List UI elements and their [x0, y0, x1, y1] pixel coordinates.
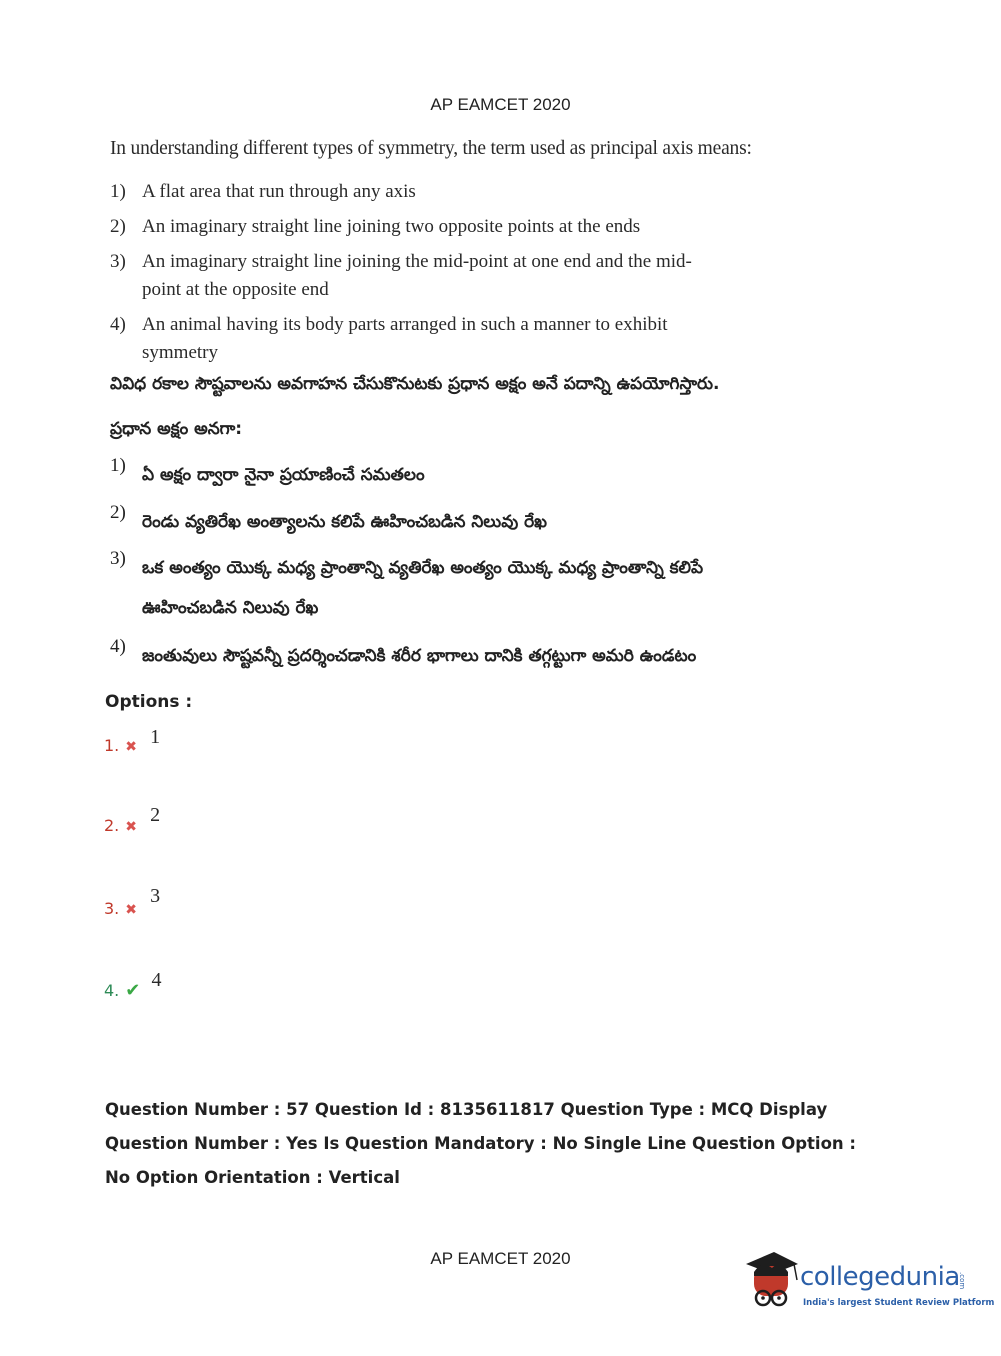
option-en-2 — [110, 213, 722, 241]
cross-icon: ✖ — [125, 902, 137, 918]
option-number: 2) — [110, 502, 126, 523]
option-text: ఏ అక్షం ద్వారా నైనా ప్రయాణించే సమతలం — [142, 465, 425, 485]
option-en-4 — [110, 311, 722, 367]
option-text: ఒక అంత్యం యొక్క మధ్య ప్రాంతాన్ని వ్యతిరేఖ అంత్యం యొక్క మధ్య ప్రాంతాన్ని కలిపే ఊహించబడిన నిలువు రేఖ — [142, 558, 704, 618]
option-number: 2) — [110, 216, 126, 237]
options-label: Options : — [105, 692, 193, 712]
option-te-4 — [110, 636, 742, 676]
page-header-title: AP EAMCET 2020 — [430, 95, 571, 114]
choice-number: 1. — [104, 736, 120, 755]
question-text-telugu-line1: వివిధ రకాల సౌష్టవాలను అవగాహన చేసుకొనుటకు ప్రధాన అక్షం అనే పదాన్ని ఉపయోగిస్తారు. — [110, 374, 720, 394]
option-number: 4) — [110, 636, 126, 657]
option-te-1 — [110, 455, 742, 495]
cross-icon: ✖ — [125, 819, 137, 835]
choice-2 — [104, 804, 161, 837]
option-number: 1) — [110, 455, 126, 476]
option-en-1 — [110, 178, 722, 206]
logo-tagline: India's largest Student Review Platform — [803, 1298, 995, 1308]
option-en-3 — [110, 248, 722, 304]
logo-com-text: .com — [958, 1272, 966, 1290]
logo-brand-text: collegedunia — [800, 1262, 960, 1292]
option-text: జంతువులు సౌష్టవన్నీ ప్రదర్శించడానికి శరీర భాగాలు దానికి తగ్గట్టుగా అమరి ఉండటం — [142, 646, 697, 666]
option-te-3 — [110, 548, 742, 628]
page-footer-title: AP EAMCET 2020 — [430, 1249, 571, 1268]
choice-value: 2 — [150, 804, 161, 826]
option-te-2 — [110, 502, 742, 542]
option-text: రెండు వ్యతిరేఖ అంత్యాలను కలిపే ఊహించబడిన నిలువు రేఖ — [142, 512, 547, 532]
choice-3 — [104, 885, 161, 920]
choice-4 — [104, 969, 162, 1002]
question-text-telugu-line2: ప్రధాన అక్షం అనగా: — [110, 419, 243, 439]
option-text: A flat area that run through any axis — [142, 181, 416, 202]
option-number: 3) — [110, 251, 126, 272]
choice-number: 2. — [104, 816, 120, 835]
choice-1 — [104, 726, 161, 757]
option-number: 1) — [110, 181, 126, 202]
option-number: 3) — [110, 548, 126, 569]
choice-value: 3 — [150, 885, 161, 907]
checkmark-icon: ✔ — [125, 980, 141, 1001]
option-number: 4) — [110, 314, 126, 335]
question-text-english: In understanding different types of symmetry, the term used as principal axis means: — [110, 138, 752, 159]
choice-value: 4 — [151, 969, 162, 991]
option-text: An imaginary straight line joining the mid-point at one end and the mid-point at the opposite end — [142, 251, 692, 300]
choice-number: 4. — [104, 981, 120, 1000]
question-metadata: Question Number : 57 Question Id : 8135611817 Question Type : MCQ Display Question Number : Yes Is Question Mandatory : No Single Line Question Option : No Option Orientation : Vertical — [105, 1100, 857, 1187]
option-text: An imaginary straight line joining two opposite points at the ends — [142, 216, 641, 237]
option-text: An animal having its body parts arranged in such a manner to exhibit symmetry — [142, 314, 668, 363]
choice-number: 3. — [104, 899, 120, 918]
choice-value: 1 — [150, 726, 161, 748]
cross-icon: ✖ — [125, 739, 137, 755]
